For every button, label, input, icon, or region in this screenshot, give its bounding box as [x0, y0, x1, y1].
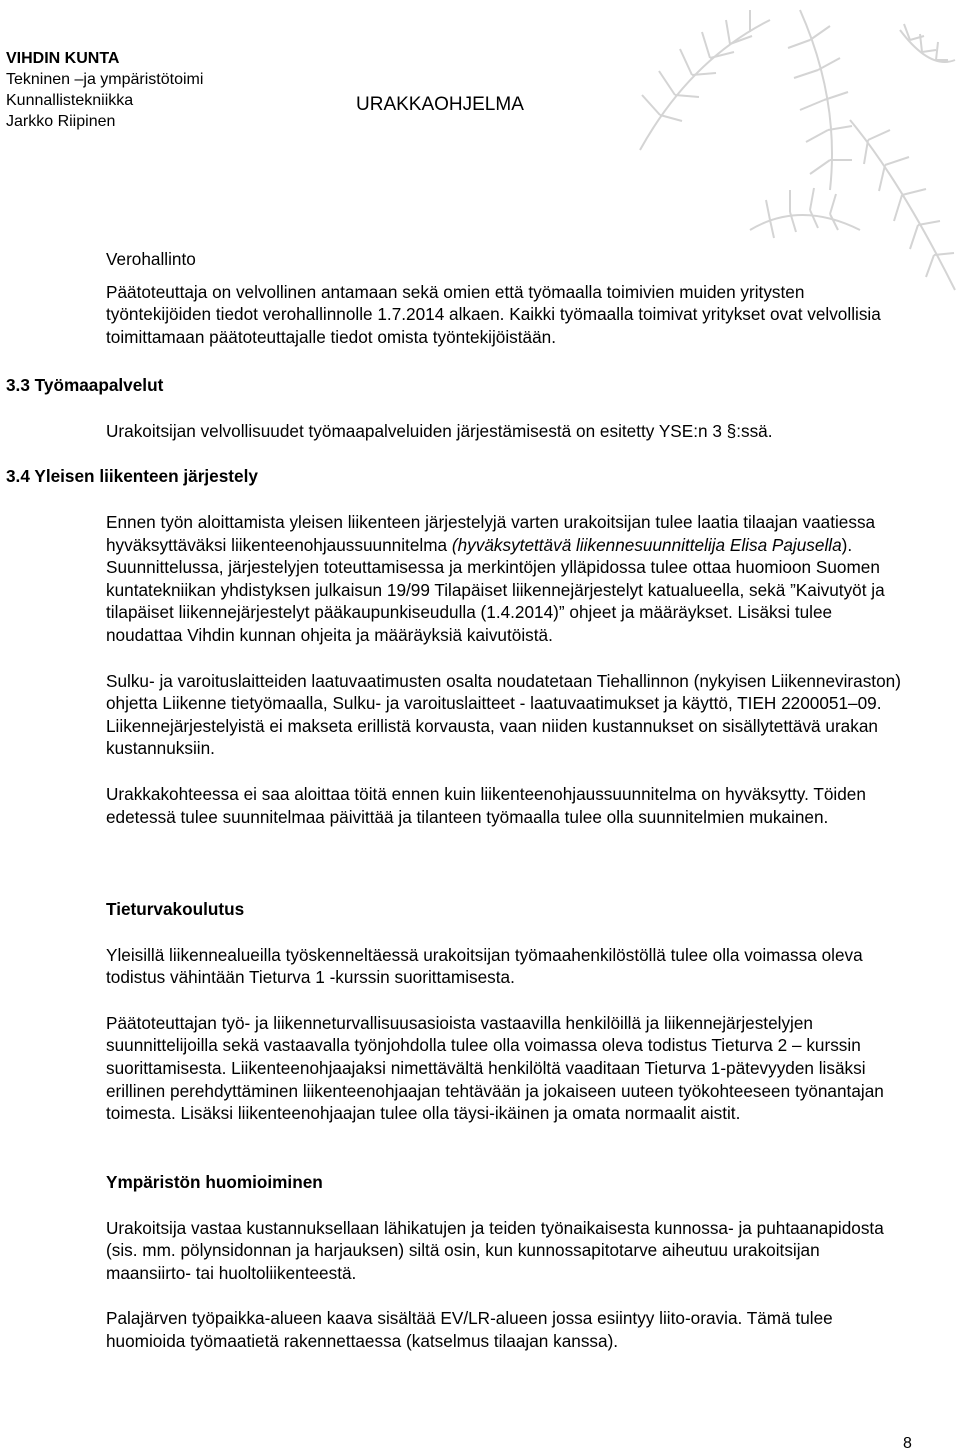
tieturva-paragraph-1: Yleisillä liikennealueilla työskenneltäessä urakoitsijan työmaahenkilöstöllä tulee olla voimassa oleva todistus vähintään Tieturva 1 -kurssin suorittamisesta. [106, 944, 863, 988]
verohallinto-section [106, 248, 906, 348]
ymparisto-paragraph-2: Palajärven työpaikka-alueen kaava sisältää EV/LR-alueen jossa esiintyy liito-oravia. Tämä tulee huomioida työmaatietä rakennettaessa (katselmus tilaajan kanssa). [106, 1308, 833, 1351]
ymparisto-section [106, 1171, 906, 1353]
author: Jarkko Riipinen [6, 113, 116, 130]
unit: Kunnallistekniikka [6, 92, 134, 109]
p1-part-b: ). Suunnittelussa, järjestelyjen toteuttamisessa ja merkintöjen ylläpidossa tulee ottaa huomioon Suomen kuntatekniikan yhdistyksen julkaisun 19/99 Tilapäiset liikennejärjestelyt katualueella, sekä ”Kaivutyöt ja tilapäiset liikennejärjestelyt pääkaupunkiseudulla (1.4.2014)” ohjeet ja määräykset. Lisäksi tulee noudattaa Vihdin kunnan ohjeita ja määräyksiä kaivutöistä. [106, 534, 885, 645]
document-header [6, 48, 203, 132]
org-name: VIHDIN KUNTA [6, 50, 120, 67]
section-3-4-heading: 3.4 Yleisen liikenteen järjestely [6, 466, 258, 486]
liikenne-paragraph-2: Sulku- ja varoituslaitteiden laatuvaatimusten osalta noudatetaan Tiehallinnon (nykyisen Liikenneviraston) ohjetta Liikenne tietyömaalla, Sulku- ja varoituslaitteet - laatuvaatimukset ja käyttö, TIEH 2200051–09. Liikennejärjestelyistä ei makseta erillistä korvausta, vaan niiden kustannukset on sisällytettävä urakan kustannuksiin. [106, 670, 901, 759]
liikenne-paragraph-3: Urakkakohteessa ei saa aloittaa töitä ennen kuin liikenteenohjaussuunnitelma on hyväksytty. Töiden edetessä tulee suunnitelmaa päivittää ja tilanteen työmaalla tulee olla suunnitelmien mukainen. [106, 783, 866, 827]
p1-part-a: Ennen työn aloittamista yleisen liikenteen järjestelyjä varten urakoitsijan tulee laatia tilaajan vaatiessa hyväksyttäväksi liikenteenohjaussuunnitelma [106, 512, 876, 555]
verohallinto-title: Verohallinto [106, 249, 196, 269]
department: Tekninen –ja ympäristötoimi [6, 71, 204, 88]
p1-italic: (hyväksytettävä liikennesuunnittelija Elisa Pajusella [451, 534, 842, 555]
tieturva-paragraph-2: Päätoteuttajan työ- ja liikenneturvallisuusasioista vastaavilla henkilöillä ja liikennejärjestelyjen suunnittelijoilla sekä vastaavalla työnjohdolla tulee olla voimassa oleva todistus Tieturva 2 – kurssin suorittamisesta. Liikenteenohjaajaksi nimettävältä henkilöltä vaaditaan Tieturva 1-pätevyyden lisäksi erillinen perehdyttäminen liikenteenohjaajan tehtävään ja jokaiseen uuteen työkohteeseen työnantajan toimesta. Lisäksi liikenteenohjaajan tulee olla täysi-ikäinen ja omata normaalit aistit. [106, 1012, 884, 1124]
ymparisto-paragraph-1: Urakoitsija vastaa kustannuksellaan lähikatujen ja teiden työnaikaisesta kunnossa- ja puhtaanapidosta (sis. mm. pölynsidonnan ja harjauksen) siltä osin, kun kunnossapitotarve aiheutuu urakoitsijan maansiirto- tai huoltoliikenteestä. [106, 1217, 884, 1283]
verohallinto-text: Päätoteuttaja on velvollinen antamaan sekä omien että työmaalla toimivien muiden yritysten työntekijöiden tiedot verohallinnolle 1.7.2014 alkaen. Kaikki työmaalla toimivat yritykset ovat velvollisia toimittamaan päätoteuttajalle tiedot omista työntekijöistään. [106, 281, 881, 347]
section-3-3-heading: 3.3 Työmaapalvelut [6, 375, 164, 395]
tyomaapalvelut-text: Urakoitsijan velvollisuudet työmaapalveluiden järjestämisestä on esitetty YSE:n 3 §:ssä. [106, 421, 773, 441]
tieturva-title: Tieturvakoulutus [106, 899, 245, 919]
section-3-4-body [106, 511, 906, 828]
tieturva-section [106, 898, 906, 1125]
ymparisto-title: Ympäristön huomioiminen [106, 1172, 323, 1192]
page-number: 8 [903, 1435, 912, 1452]
section-3-3-text [106, 420, 906, 443]
document-title: URAKKAOHJELMA [356, 94, 524, 115]
liikenne-paragraph-1 [106, 511, 906, 647]
